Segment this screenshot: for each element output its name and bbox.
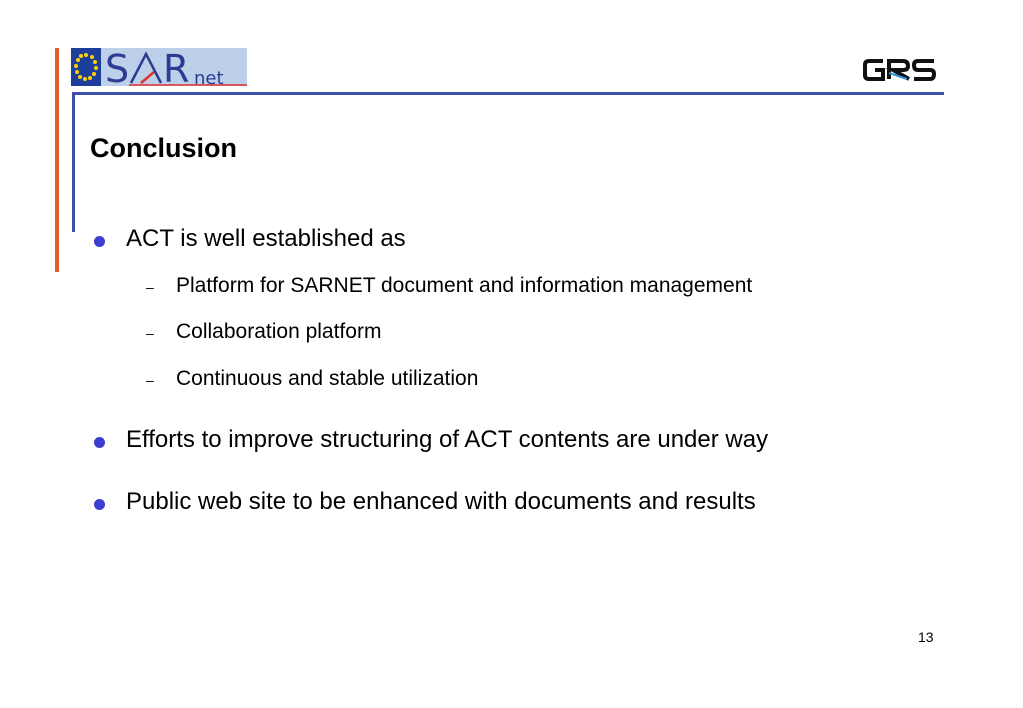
sarnet-logo	[71, 48, 247, 86]
sub-bullet-text: Collaboration platform	[176, 320, 382, 343]
slide-title: Conclusion	[90, 133, 237, 163]
bullet-icon	[94, 499, 105, 510]
sub-bullet-marker: –	[146, 325, 154, 341]
bullet-icon	[94, 236, 105, 247]
sarnet-wordmark	[101, 48, 247, 86]
left-accent-bar-red	[55, 48, 59, 272]
bullet-icon	[94, 437, 105, 448]
bullet-text: ACT is well established as	[126, 225, 406, 252]
page-number: 13	[918, 629, 934, 645]
eu-flag-icon	[71, 48, 101, 86]
grs-logo	[863, 57, 937, 83]
svg-text:S: S	[105, 48, 130, 86]
bullet-text: Public web site to be enhanced with documents and results	[126, 488, 756, 515]
sub-bullet-text: Continuous and stable utilization	[176, 367, 479, 390]
sub-bullet-marker: –	[146, 372, 154, 388]
svg-text:net: net	[194, 68, 224, 86]
svg-text:R: R	[163, 48, 190, 86]
header-rule	[72, 92, 944, 95]
sub-bullet-text: Platform for SARNET document and information management	[176, 274, 753, 297]
left-accent-bar-blue	[72, 94, 75, 232]
bullet-text: Efforts to improve structuring of ACT contents are under way	[126, 426, 769, 453]
sub-bullet-marker: –	[146, 279, 154, 295]
